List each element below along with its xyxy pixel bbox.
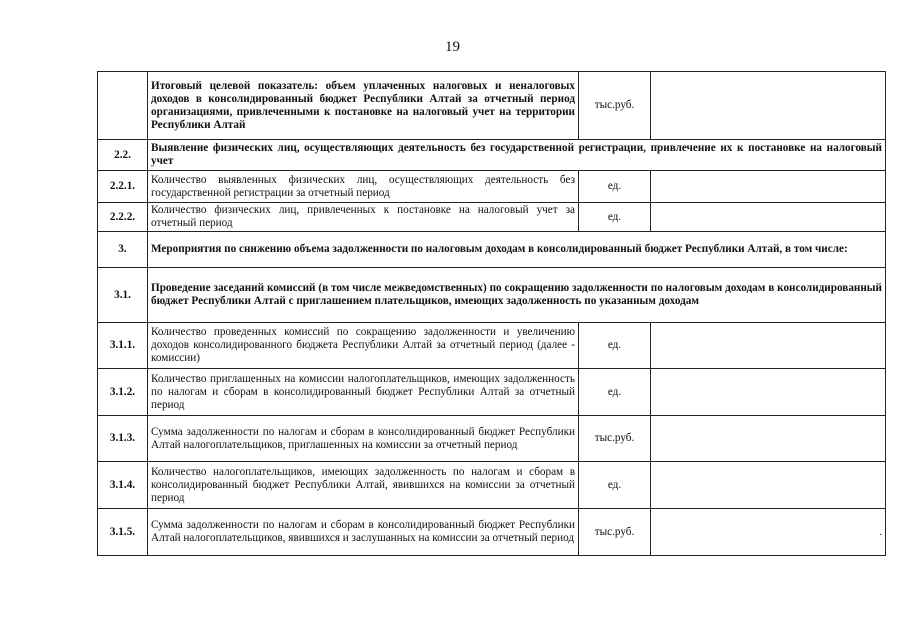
table-row <box>98 171 886 203</box>
row-unit: тыс.руб. <box>579 509 651 556</box>
row-number: 3.1. <box>98 268 148 323</box>
row-number <box>98 72 148 140</box>
row-number: 3.1.3. <box>98 416 148 462</box>
row-value: . <box>651 509 886 556</box>
row-text: Количество налогоплательщиков, имеющих задолженность по налогам и сборам в консолидированный бюджет Республики Алтай, явившихся на комиссии за отчетный период <box>148 462 579 509</box>
row-unit: ед. <box>579 462 651 509</box>
table-row <box>98 462 886 509</box>
row-value <box>651 171 886 203</box>
row-number: 3.1.2. <box>98 369 148 416</box>
row-value <box>651 416 886 462</box>
row-value <box>651 72 886 140</box>
row-value <box>651 369 886 416</box>
row-unit: ед. <box>579 203 651 232</box>
row-unit: ед. <box>579 369 651 416</box>
row-text: Итоговый целевой показатель: объем уплаченных налоговых и неналоговых доходов в консолидированный бюджет Республики Алтай за отчетный период организациями, привлеченными к постановке на налоговый учет на территории Республики Алтай <box>148 72 579 140</box>
row-unit: тыс.руб. <box>579 416 651 462</box>
indicator-table <box>97 71 886 556</box>
row-value <box>651 203 886 232</box>
row-number: 2.2. <box>98 140 148 171</box>
row-text: Количество приглашенных на комиссии налогоплательщиков, имеющих задолженность по налогам и сборам в консолидированный бюджет Республики Алтай за отчетный период <box>148 369 579 416</box>
table-row <box>98 323 886 369</box>
row-unit: тыс.руб. <box>579 72 651 140</box>
row-text: Количество физических лиц, привлеченных к постановке на налоговый учет за отчетный период <box>148 203 579 232</box>
row-text: Количество выявленных физических лиц, осуществляющих деятельность без государственной регистрации за отчетный период <box>148 171 579 203</box>
table-row <box>98 203 886 232</box>
table-row <box>98 509 886 556</box>
row-text: Выявление физических лиц, осуществляющих деятельность без государственной регистрации, привлечение их к постановке на налоговый учет <box>148 140 886 171</box>
table-row <box>98 416 886 462</box>
table-row <box>98 140 886 171</box>
page-number: 19 <box>445 39 460 55</box>
row-text: Сумма задолженности по налогам и сборам в консолидированный бюджет Республики Алтай налогоплательщиков, явившихся и заслушанных на комиссии за отчетный период <box>148 509 579 556</box>
row-number: 3.1.1. <box>98 323 148 369</box>
row-text: Количество проведенных комиссий по сокращению задолженности и увеличению доходов консолидированного бюджета Республики Алтай за отчетный период (далее - комиссии) <box>148 323 579 369</box>
row-number: 3.1.4. <box>98 462 148 509</box>
row-value <box>651 323 886 369</box>
row-number: 2.2.2. <box>98 203 148 232</box>
table-row <box>98 232 886 268</box>
row-number: 2.2.1. <box>98 171 148 203</box>
table-row <box>98 72 886 140</box>
table-row <box>98 369 886 416</box>
row-text: Проведение заседаний комиссий (в том числе межведомственных) по сокращению задолженности по налоговым доходам в консолидированный бюджет Республики Алтай с приглашением плательщиков, имеющих задолженность по указанным доходам <box>148 268 886 323</box>
row-number: 3.1.5. <box>98 509 148 556</box>
row-value <box>651 462 886 509</box>
row-unit: ед. <box>579 323 651 369</box>
table-row <box>98 268 886 323</box>
row-text: Сумма задолженности по налогам и сборам в консолидированный бюджет Республики Алтай налогоплательщиков, приглашенных на комиссии за отчетный период <box>148 416 579 462</box>
row-number: 3. <box>98 232 148 268</box>
row-text: Мероприятия по снижению объема задолженности по налоговым доходам в консолидированный бюджет Республики Алтай, в том числе: <box>148 232 886 268</box>
row-unit: ед. <box>579 171 651 203</box>
